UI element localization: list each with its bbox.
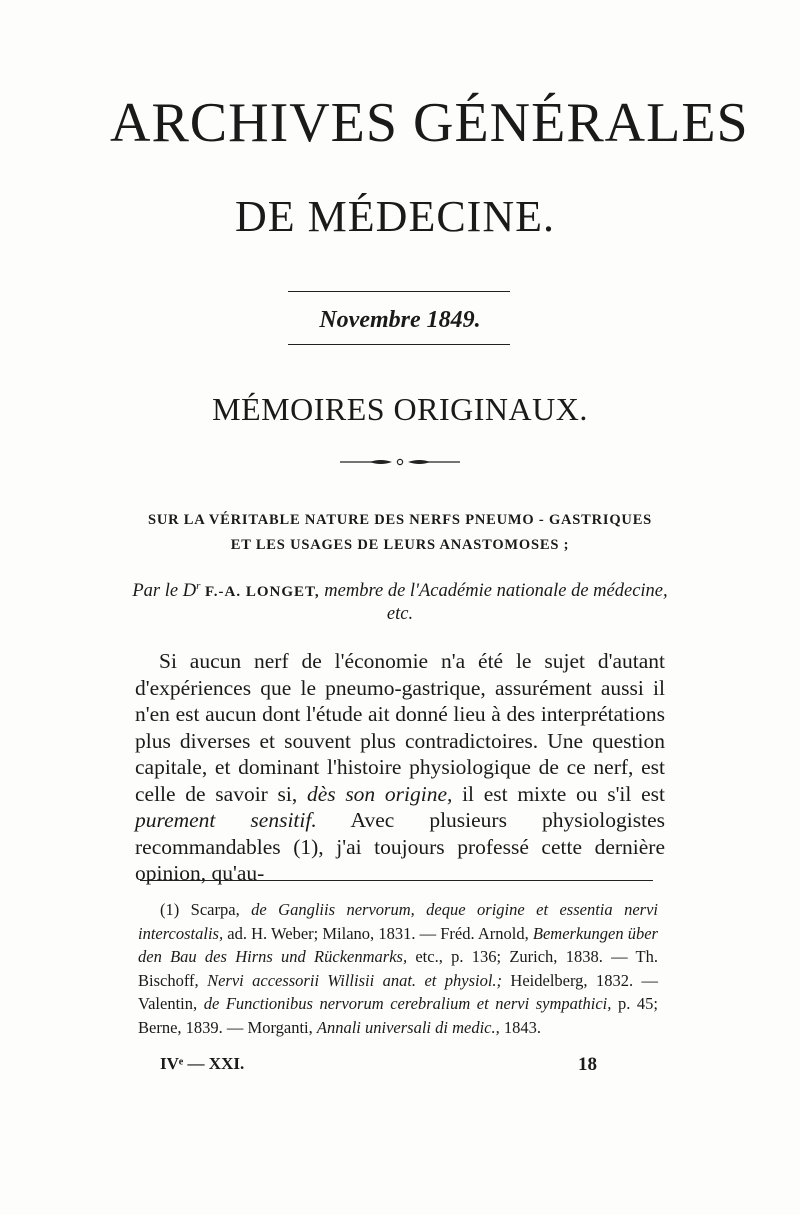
footnote-text-1: (1) Scarpa,: [160, 900, 252, 919]
footnote-text-5: p. 45; Berne, 1839. — Morganti,: [138, 994, 658, 1037]
body-emphasis-2: purement sensitif.: [135, 808, 317, 832]
byline-sup: r: [196, 580, 201, 592]
byline-suffix: membre de l'Académie nationale de médecine, etc.: [324, 581, 668, 625]
body-text-1: Si aucun nerf de l'économie n'a été le sujet d'autant d'expériences que le pneumo-gastrique, assurément aussi il n'en est aucun dont l'étude ait donné lieu à des interprétations plus diverses et souvent plus contradictoires. Une question capitale, et dominant l'histoire physiologique de ce nerf, est celle de savoir si,: [135, 649, 665, 806]
issue-date: Novembre 1849.: [319, 307, 481, 333]
byline-prefix: Par le D: [132, 581, 197, 602]
page-number: 18: [578, 1054, 597, 1075]
footnote-ref-arnold: Bemerkungen über den Bau des Hirns und Rückenmarks,: [138, 923, 658, 966]
date-rule-bottom: [288, 344, 510, 345]
author-name: F.-A. LONGET,: [204, 584, 320, 601]
article-title: [115, 508, 685, 558]
body-text-3: Avec plusieurs physiologistes recommandables (1), j'ai toujours professé cette dernière opinion, qu'au-: [135, 808, 665, 885]
article-body: [135, 648, 665, 887]
footnote-text-4: Heidelberg, 1832. — Valentin,: [138, 970, 658, 1013]
journal-title: ARCHIVES GÉNÉRALES: [110, 92, 749, 154]
footnote-text-2: ad. H. Weber; Milano, 1831. — Fréd. Arnold,: [223, 923, 533, 943]
journal-subtitle: DE MÉDECINE.: [235, 192, 555, 241]
footnote: [138, 898, 658, 1039]
body-text-2: il est mixte ou s'il est: [452, 781, 665, 806]
section-title: MÉMOIRES ORIGINAUX.: [212, 391, 588, 427]
footnote-ref-morganti: Annali universali di medic.,: [316, 1017, 500, 1037]
footnote-rule: [140, 880, 653, 881]
date-rule-top: [288, 291, 510, 292]
footnote-ref-bischoff: Nervi accessorii Willisii anat. et physiol.;: [207, 970, 503, 990]
printer-signature: IVᵉ — XXI.: [160, 1054, 245, 1073]
body-paragraph: [135, 648, 665, 887]
footnote-text-3: etc., p. 136; Zurich, 1838. — Th. Bischoff,: [138, 947, 659, 990]
ornament-divider: [340, 456, 460, 468]
footnote-text-6: 1843.: [499, 1017, 541, 1037]
footnote-ref-scarpa: de Gangliis nervorum, deque origine et essentia nervi intercostalis,: [138, 900, 658, 943]
footnote-paragraph: [138, 898, 658, 1039]
article-title-line-1: SUR LA VÉRITABLE NATURE DES NERFS PNEUMO - GASTRIQUES: [147, 512, 653, 528]
byline: [120, 575, 680, 625]
footnote-ref-valentin: de Functionibus nervorum cerebralium et nervi sympathici,: [203, 994, 612, 1013]
article-title-line-2: ET LES USAGES DE LEURS ANASTOMOSES ;: [230, 537, 570, 553]
body-emphasis-1: dès son origine,: [306, 781, 453, 806]
